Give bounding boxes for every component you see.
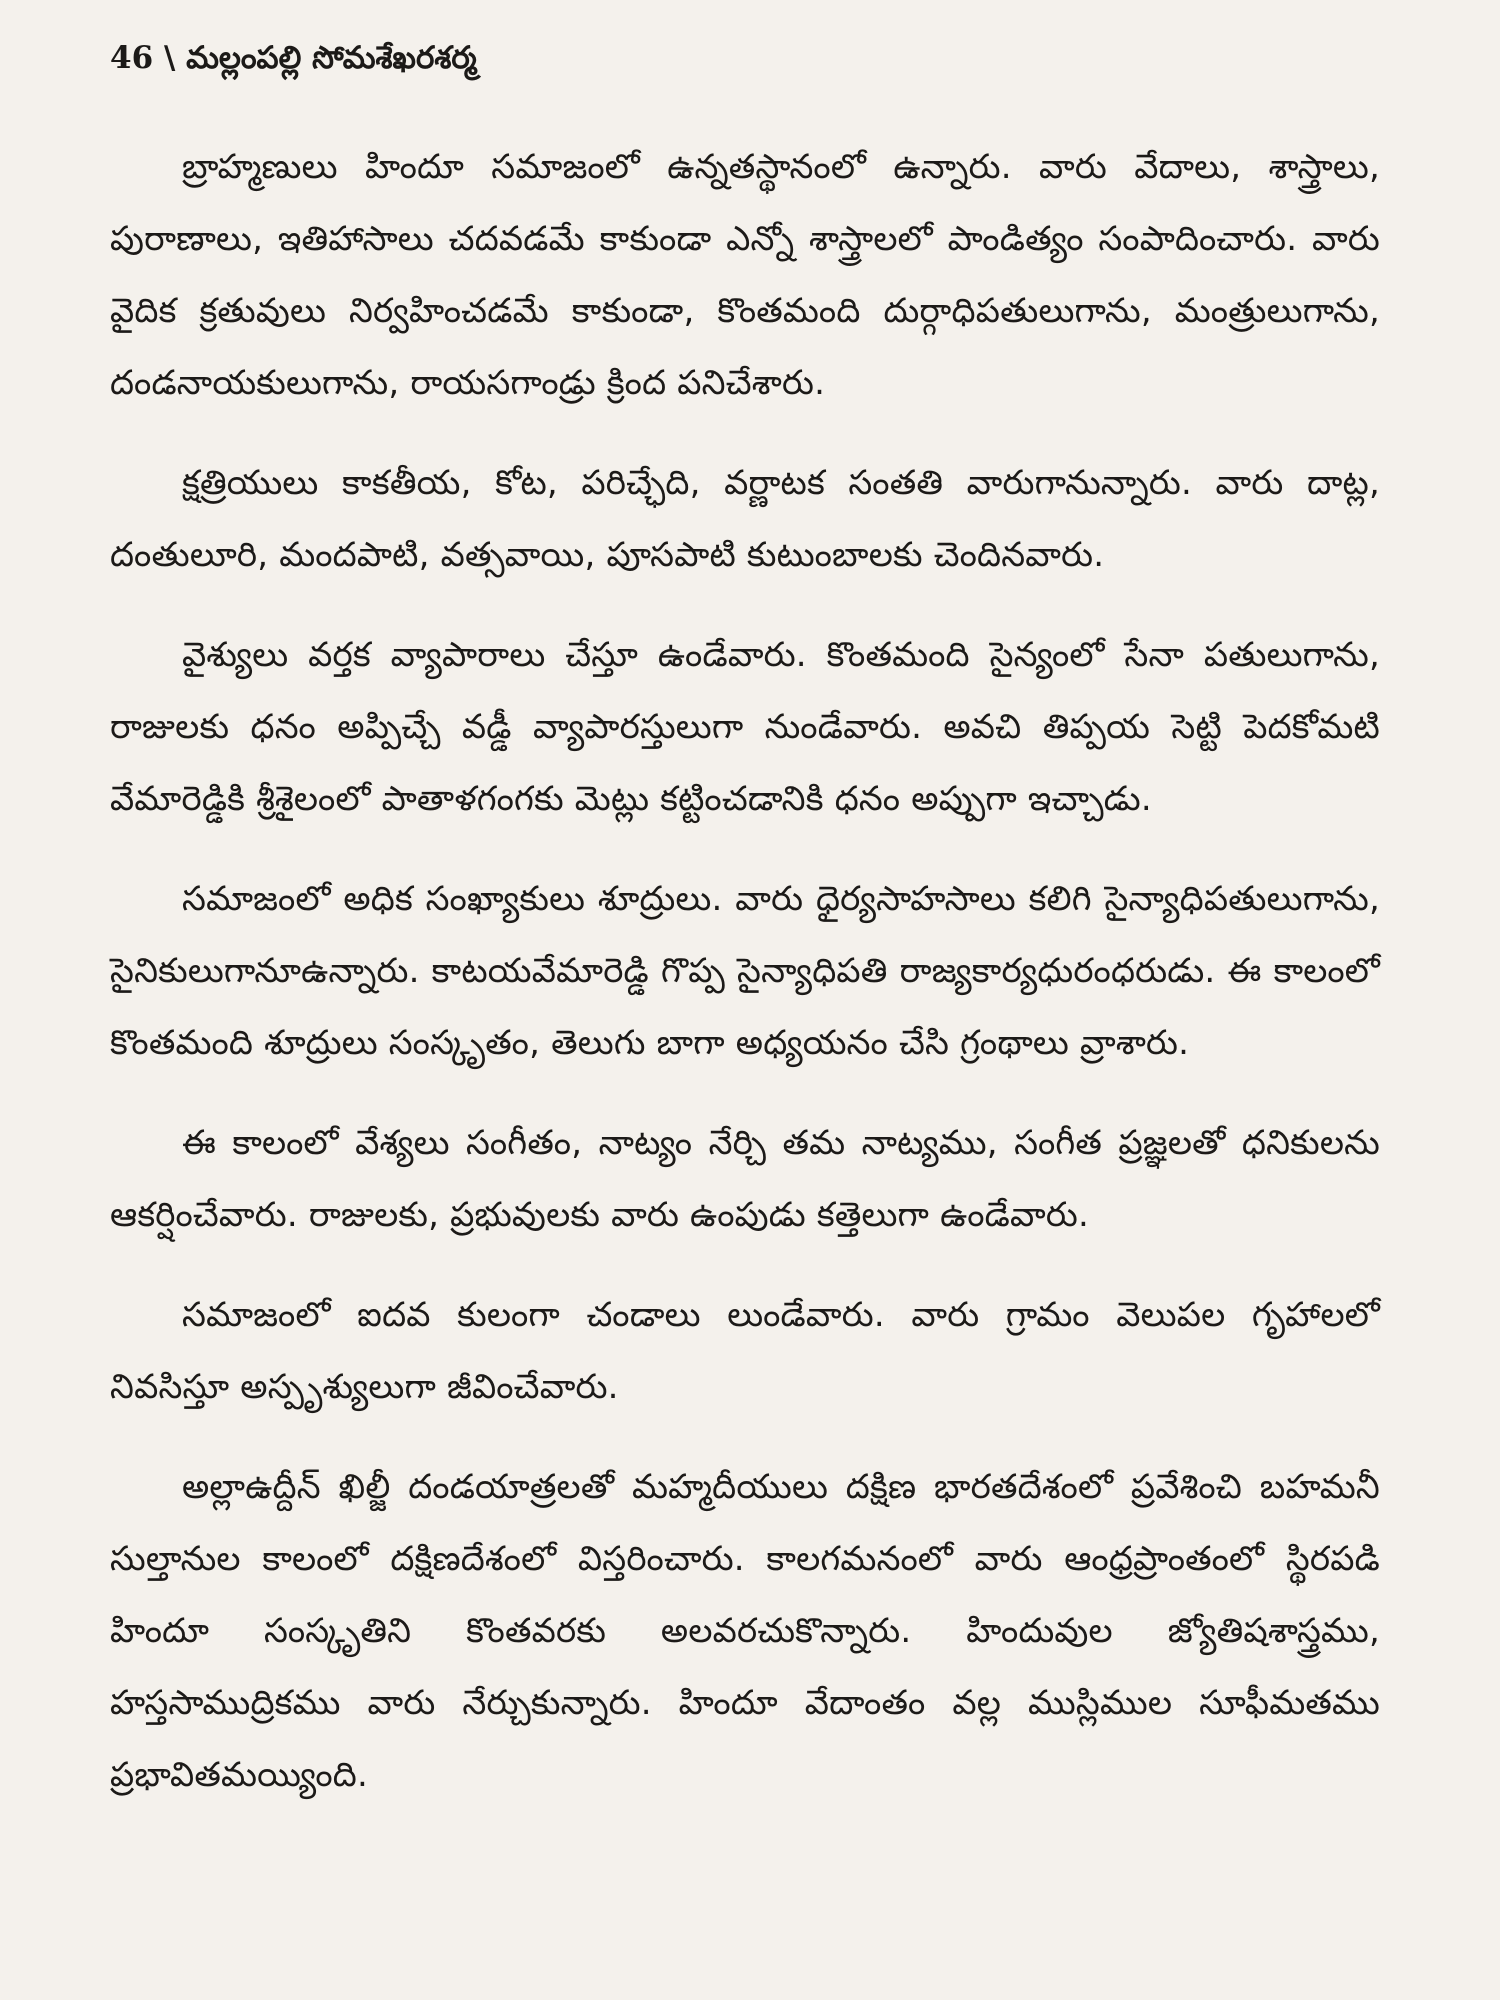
paragraph-chandalas: సమాజంలో ఐదవ కులంగా చండాలు లుండేవారు. వారు గ్రామం వెలుపల గృహాలలో నివసిస్తూ అస్పృశ్యులుగా జీవించేవారు. (110, 1295, 1380, 1407)
paragraph-muslims: అల్లాఉద్దీన్ ఖిల్జీ దండయాత్రలతో మహ్మదీయులు దక్షిణ భారతదేశంలో ప్రవేశించి బహమనీ సుల్తానుల కాలంలో దక్షిణదేశంలో విస్తరించారు. కాలగమనంలో వారు ఆంధ్రప్రాంతంలో స్థిరపడి హిందూ సంస్కృతిని కొంతవరకు అలవరచుకొన్నారు. హిందువుల జ్యోతిషశాస్త్రము, హస్తసాముద్రికము వారు నేర్చుకున్నారు. హిందూ వేదాంతం వల్ల ముస్లిముల సూఫీమతము ప్రభావితమయ్యింది. (110, 1467, 1380, 1795)
paragraph-shudras: సమాజంలో అధిక సంఖ్యాకులు శూద్రులు. వారు ధైర్యసాహసాలు కలిగి సైన్యాధిపతులుగాను, సైనికులుగానూఉన్నారు. కాటయవేమారెడ్డి గొప్ప సైన్యాధిపతి రాజ్యకార్యధురంధరుడు. ఈ కాలంలో కొంతమంది శూద్రులు సంస్కృతం, తెలుగు బాగా అధ్యయనం చేసి గ్రంథాలు వ్రాశారు. (110, 879, 1380, 1063)
paragraph-vaishyas: వైశ్యులు వర్తక వ్యాపారాలు చేస్తూ ఉండేవారు. కొంతమంది సైన్యంలో సేనా పతులుగాను, రాజులకు ధనం అప్పిచ్చే వడ్డీ వ్యాపారస్తులుగా నుండేవారు. అవచి తిప్పయ సెట్టి పెదకోమటి వేమారెడ్డికి శ్రీశైలంలో పాతాళగంగకు మెట్లు కట్టించడానికి ధనం అప్పుగా ఇచ్చాడు. (110, 635, 1380, 819)
page-number: 46 (110, 40, 154, 76)
running-title: మల్లంపల్లి సోమశేఖరశర్మ (186, 40, 477, 76)
paragraph-brahmins: బ్రాహ్మణులు హిందూ సమాజంలో ఉన్నతస్థానంలో ఉన్నారు. వారు వేదాలు, శాస్త్రాలు, పురాణాలు, ఇతిహాసాలు చదవడమే కాకుండా ఎన్నో శాస్త్రాలలో పాండిత్యం సంపాదించారు. వారు వైదిక క్రతువులు నిర్వహించడమే కాకుండా, కొంతమంది దుర్గాధిపతులుగాను, మంత్రులుగాను, దండనాయకులుగాను, రాయసగాండ్రు క్రింద పనిచేశారు. (110, 147, 1380, 403)
running-head (110, 40, 1380, 83)
paragraph-courtesans: ఈ కాలంలో వేశ్యలు సంగీతం, నాట్యం నేర్చి తమ నాట్యము, సంగీత ప్రజ్ఞలతో ధనికులను ఆకర్షించేవారు. రాజులకు, ప్రభువులకు వారు ఉంపుడు కత్తెలుగా ఉండేవారు. (110, 1123, 1380, 1235)
header-separator: \ (163, 40, 176, 76)
paragraph-kshatriyas: క్షత్రియులు కాకతీయ, కోట, పరిచ్ఛేది, వర్ణాటక సంతతి వారుగానున్నారు. వారు దాట్ల, దంతులూరి, మందపాటి, వత్సవాయి, పూసపాటి కుటుంబాలకు చెందినవారు. (110, 463, 1380, 575)
